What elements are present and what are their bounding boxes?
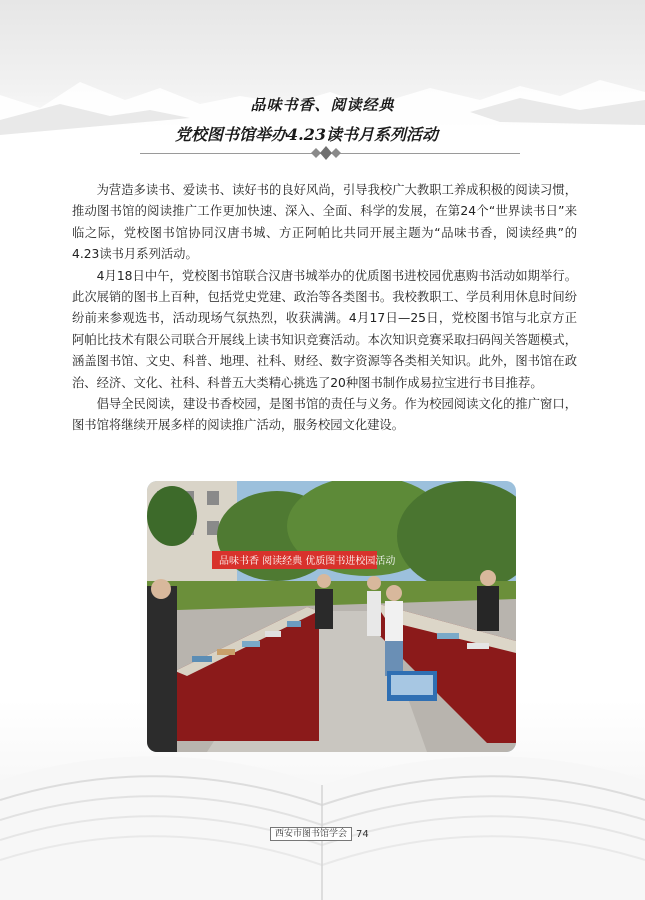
publisher-label: 西安市图书馆学会 — [270, 827, 352, 841]
page-number: 74 — [356, 828, 369, 840]
photo-banner-text: 品味书香 阅读经典 优质图书进校园活动 — [219, 556, 396, 567]
paragraph-2: 4月18日中午，党校图书馆联合汉唐书城举办的优质图书进校园优惠购书活动如期举行。此次展销的图书上百种，包括党史党建、政治等各类图书。我校教职工、学员利用休息时间纷纷前来参观选书，活动现场气氛热烈，收获满满。4月17日—25日，党校图书馆与北京方正阿帕比技术有限公司联合开展线上读书知识竞赛活动。本次知识竞赛采取扫码闯关答题模式，涵盖图书馆、文史、科普、地理、社科、财经、数字资源等各类相关知识。此外，图书馆在政治、经济、文化、社科、科普五大类精心挑选了20种图书制作成易拉宝进行书目推荐。 — [72, 268, 577, 390]
page-footer — [270, 827, 369, 841]
paragraph-3: 倡导全民阅读，建设书香校园，是图书馆的责任与义务。作为校园阅读文化的推广窗口，图书馆将继续开展多样的阅读推广活动，服务校园文化建设。 — [72, 397, 577, 433]
article-body — [72, 180, 577, 437]
article-title-line2: 党校图书馆举办4.23读书月系列活动 — [175, 125, 438, 144]
paragraph-1: 为营造多读书、爱读书、读好书的良好风尚，引导我校广大教职工养成积极的阅读习惯，推动图书馆的阅读推广工作更加快速、深入、全面、科学的发展，在第24个“世界读书日”来临之际，党校图书馆协同汉唐书城、方正阿帕比共同开展主题为“品味书香，阅读经典”的4.23读书月系列活动。 — [72, 183, 577, 262]
diamond-ornament-icon — [306, 145, 346, 161]
article-title-line1: 品味书香、阅读经典 — [250, 96, 395, 114]
open-book-background — [0, 690, 645, 900]
